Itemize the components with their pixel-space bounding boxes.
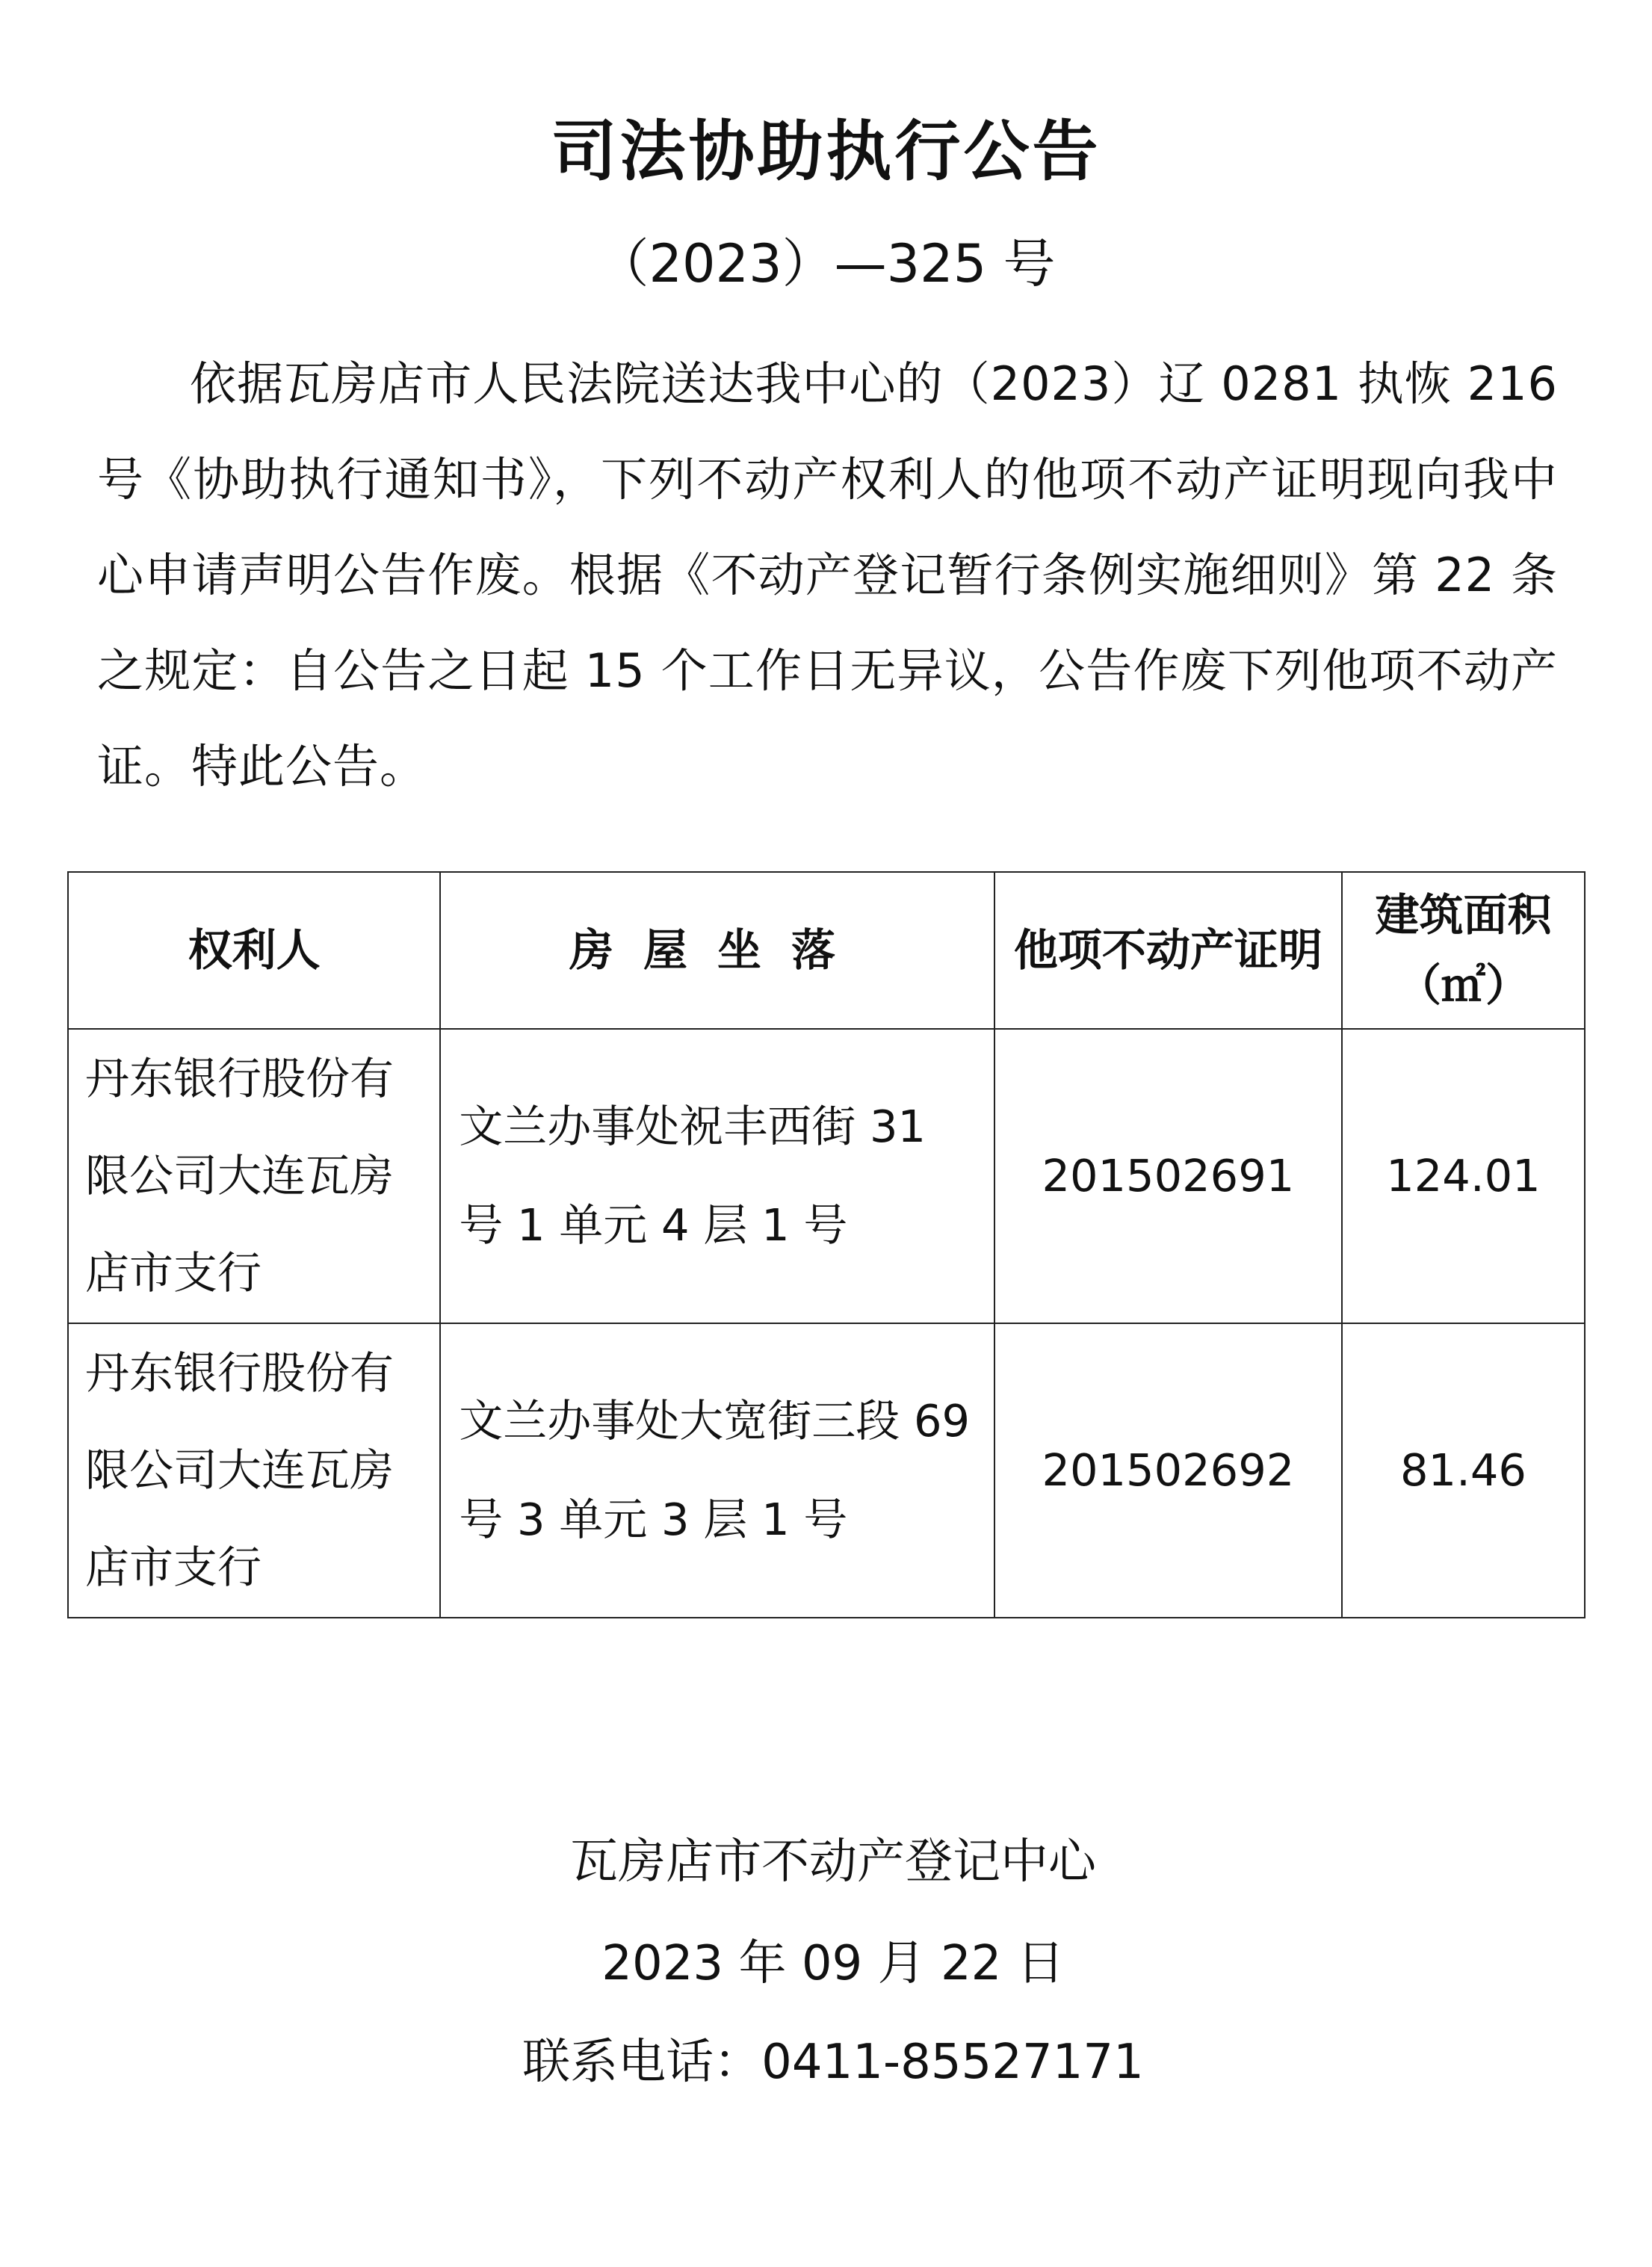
notice-number: （2023）—325 号	[596, 233, 1056, 294]
header-holder: 权利人	[68, 872, 440, 1029]
cell-holder: 丹东银行股份有限公司大连瓦房店市支行	[68, 1029, 440, 1323]
notice-title: 司法协助执行公告	[551, 113, 1101, 190]
cell-certificate: 201502691	[994, 1029, 1342, 1323]
contact-phone: 联系电话：0411-85527171	[522, 2035, 1144, 2090]
cell-area: 124.01	[1342, 1029, 1585, 1323]
header-area: 建筑面积（㎡）	[1342, 872, 1585, 1029]
records-table	[67, 871, 1586, 1618]
cell-location: 文兰办事处祝丰西街 31 号 1 单元 4 层 1 号	[440, 1029, 994, 1323]
cell-location: 文兰办事处大宽街三段 69 号 3 单元 3 层 1 号	[440, 1323, 994, 1618]
cell-holder: 丹东银行股份有限公司大连瓦房店市支行	[68, 1323, 440, 1618]
issuer-name: 瓦房店市不动产登记中心	[570, 1834, 1096, 1890]
table-row	[68, 1029, 1585, 1323]
header-location: 房屋坐落	[440, 872, 994, 1029]
cell-area: 81.46	[1342, 1323, 1585, 1618]
notice-body: 依据瓦房店市人民法院送达我中心的（2023）辽 0281 执恢 216 号《协助执行通知书》，下列不动产权利人的他项不动产证明现向我中心申请声明公告作废。根据《不动产登记暂行条例实施细则》第 22 条之规定：自公告之日起 15 个工作日无异议，公告作废下列他项不动产证。特此公告。	[97, 356, 1558, 794]
header-certificate: 他项不动产证明	[994, 872, 1342, 1029]
cell-certificate: 201502692	[994, 1323, 1342, 1618]
table-row	[68, 1323, 1585, 1618]
table-header-row	[68, 872, 1585, 1029]
issue-date: 2023 年 09 月 22 日	[601, 1936, 1065, 1991]
